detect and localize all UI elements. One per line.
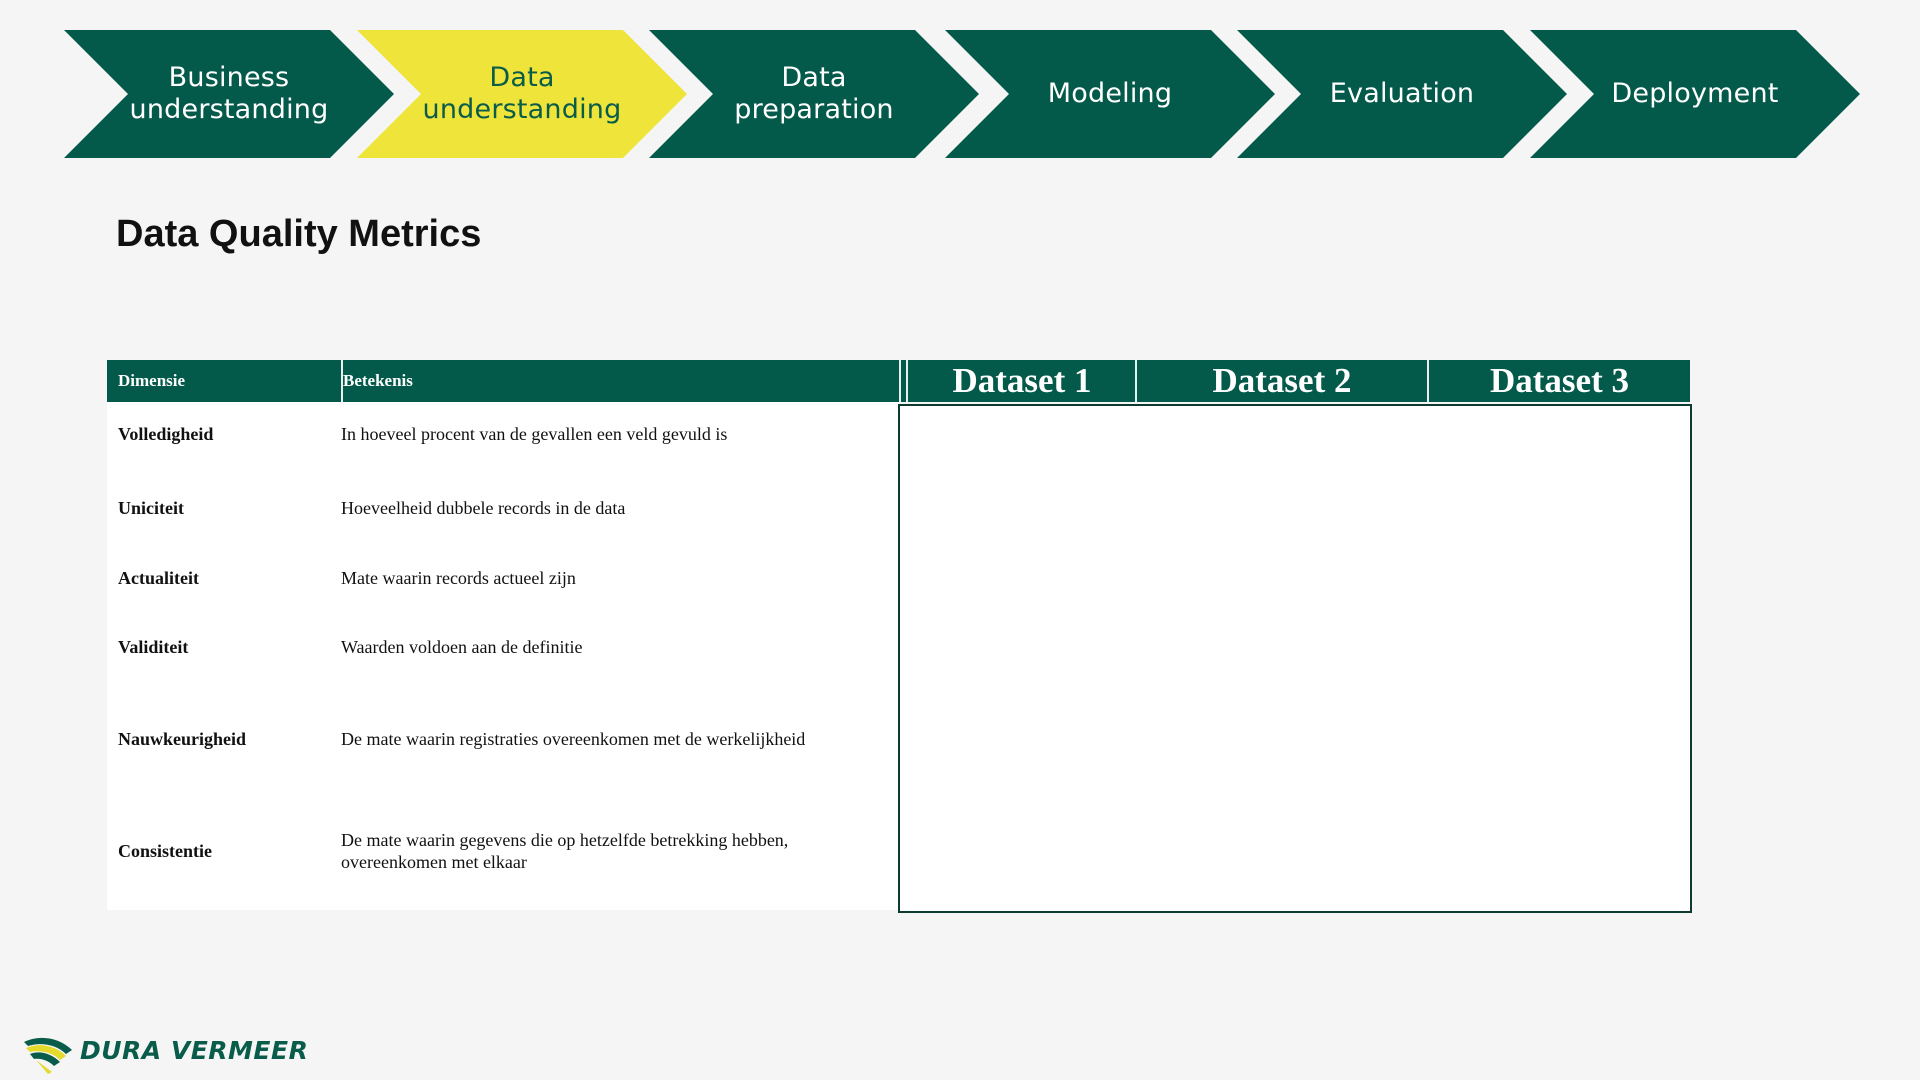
dataset-values-area[interactable] xyxy=(898,404,1692,913)
table-row xyxy=(107,558,899,598)
row-meaning: De mate waarin gegevens die op hetzelfde betrekking hebben, overeenkomen met elkaar xyxy=(341,830,789,872)
process-step-label: Modeling xyxy=(1047,78,1173,109)
process-step-deployment[interactable] xyxy=(1530,30,1860,158)
table-row xyxy=(107,414,899,454)
row-meaning: Hoeveelheid dubbele records in de data xyxy=(341,498,626,518)
process-step-business-understanding[interactable] xyxy=(64,30,394,158)
table-row xyxy=(107,488,899,528)
page-title: Data Quality Metrics xyxy=(116,213,482,255)
process-step-evaluation[interactable] xyxy=(1237,30,1567,158)
header-dataset-1: Dataset 1 xyxy=(906,360,1136,402)
process-step-data-preparation[interactable] xyxy=(649,30,979,158)
table-body-left xyxy=(107,402,899,910)
process-step-label: Business understanding xyxy=(129,62,329,125)
row-meaning: De mate waarin registraties overeenkomen met de werkelijkheid xyxy=(341,729,806,749)
process-step-label: Data understanding xyxy=(422,62,622,125)
process-step-label: Deployment xyxy=(1611,78,1779,109)
header-dataset-3: Dataset 3 xyxy=(1427,360,1690,402)
table-row xyxy=(107,627,899,667)
process-step-modeling[interactable] xyxy=(945,30,1275,158)
header-spacer xyxy=(899,360,906,402)
process-step-label: Evaluation xyxy=(1329,78,1475,109)
header-dimension: Dimensie xyxy=(107,360,341,402)
process-flow xyxy=(0,0,1920,170)
row-meaning: Waarden voldoen aan de definitie xyxy=(341,637,583,657)
row-dimension: Consistentie xyxy=(118,840,212,861)
row-dimension: Actualiteit xyxy=(118,567,199,588)
process-step-data-understanding[interactable] xyxy=(357,30,687,158)
dura-vermeer-logo-icon xyxy=(22,1032,76,1074)
logo-wordmark: DURA VERMEER xyxy=(80,1036,309,1065)
process-step-label: Data preparation xyxy=(734,62,894,125)
row-dimension: Nauwkeurigheid xyxy=(118,728,247,749)
row-meaning: Mate waarin records actueel zijn xyxy=(341,568,576,588)
header-meaning: Betekenis xyxy=(341,360,899,402)
header-dataset-2: Dataset 2 xyxy=(1135,360,1427,402)
table-row xyxy=(107,719,899,759)
table-row xyxy=(107,826,899,876)
row-dimension: Volledigheid xyxy=(118,423,214,444)
row-meaning: In hoeveel procent van de gevallen een veld gevuld is xyxy=(341,424,728,444)
row-dimension: Validiteit xyxy=(118,636,189,657)
row-dimension: Uniciteit xyxy=(118,497,184,518)
